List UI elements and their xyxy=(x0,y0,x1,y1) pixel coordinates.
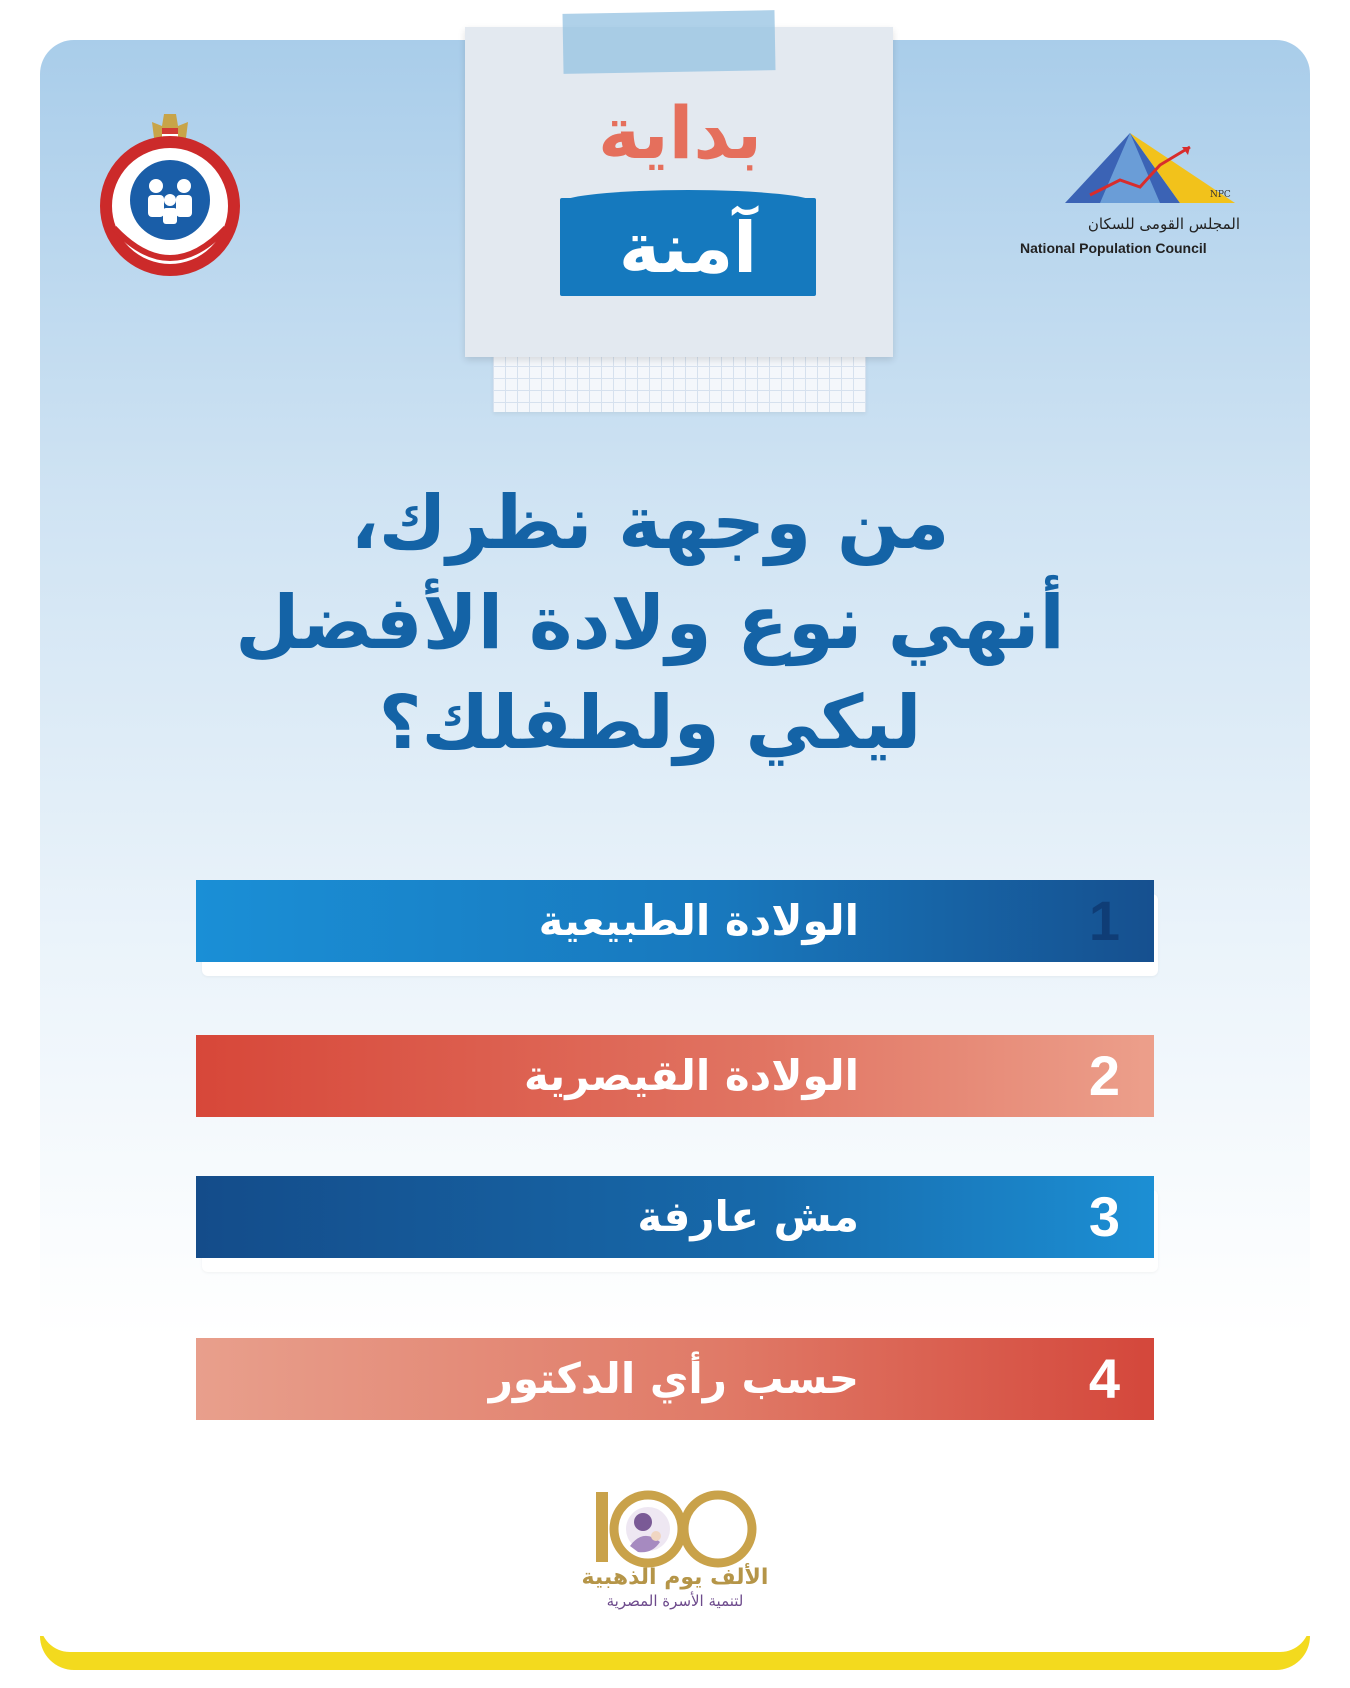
npc-name-arabic: المجلس القومى للسكان xyxy=(1087,215,1240,233)
option-4-doctor-opinion[interactable] xyxy=(196,1338,1154,1420)
question-line-3: ليكي ولطفلك؟ xyxy=(378,680,922,766)
option-label: مش عارفة xyxy=(637,1192,859,1241)
ministry-of-health-logo xyxy=(94,108,246,283)
npc-mark: NPC xyxy=(1210,190,1231,200)
option-2-cesarean[interactable] xyxy=(196,1035,1154,1117)
golden-1000-days-logo xyxy=(588,1484,763,1574)
question-line-2: أنهي نوع ولادة الأفضل xyxy=(235,580,1065,666)
option-number: 4 xyxy=(1088,1347,1120,1410)
option-1-natural-birth[interactable] xyxy=(196,880,1154,962)
question-line-1: من وجهة نظرك، xyxy=(350,480,950,566)
option-3-dont-know[interactable] xyxy=(196,1176,1154,1258)
golden-days-subtitle: لتنمية الأسرة المصرية xyxy=(606,1592,744,1610)
option-number: 2 xyxy=(1088,1044,1120,1107)
card-bottom-edge xyxy=(40,1622,1310,1652)
option-number: 3 xyxy=(1088,1185,1120,1248)
golden-days-title: الألف يوم الذهبية xyxy=(581,1565,769,1590)
option-label: الولادة القيصرية xyxy=(523,1051,859,1100)
npc-pyramid-logo xyxy=(1060,125,1240,215)
npc-name-english: National Population Council xyxy=(1020,240,1207,256)
tape-strip xyxy=(562,10,775,74)
option-label: حسب رأي الدكتور xyxy=(488,1354,859,1403)
option-number: 1 xyxy=(1088,889,1120,952)
campaign-title-line2: آمنة xyxy=(618,207,758,289)
logo-number: 1000 xyxy=(588,1484,591,1485)
option-label: الولادة الطبيعية xyxy=(538,896,859,945)
campaign-title-line1: بداية xyxy=(597,91,762,175)
